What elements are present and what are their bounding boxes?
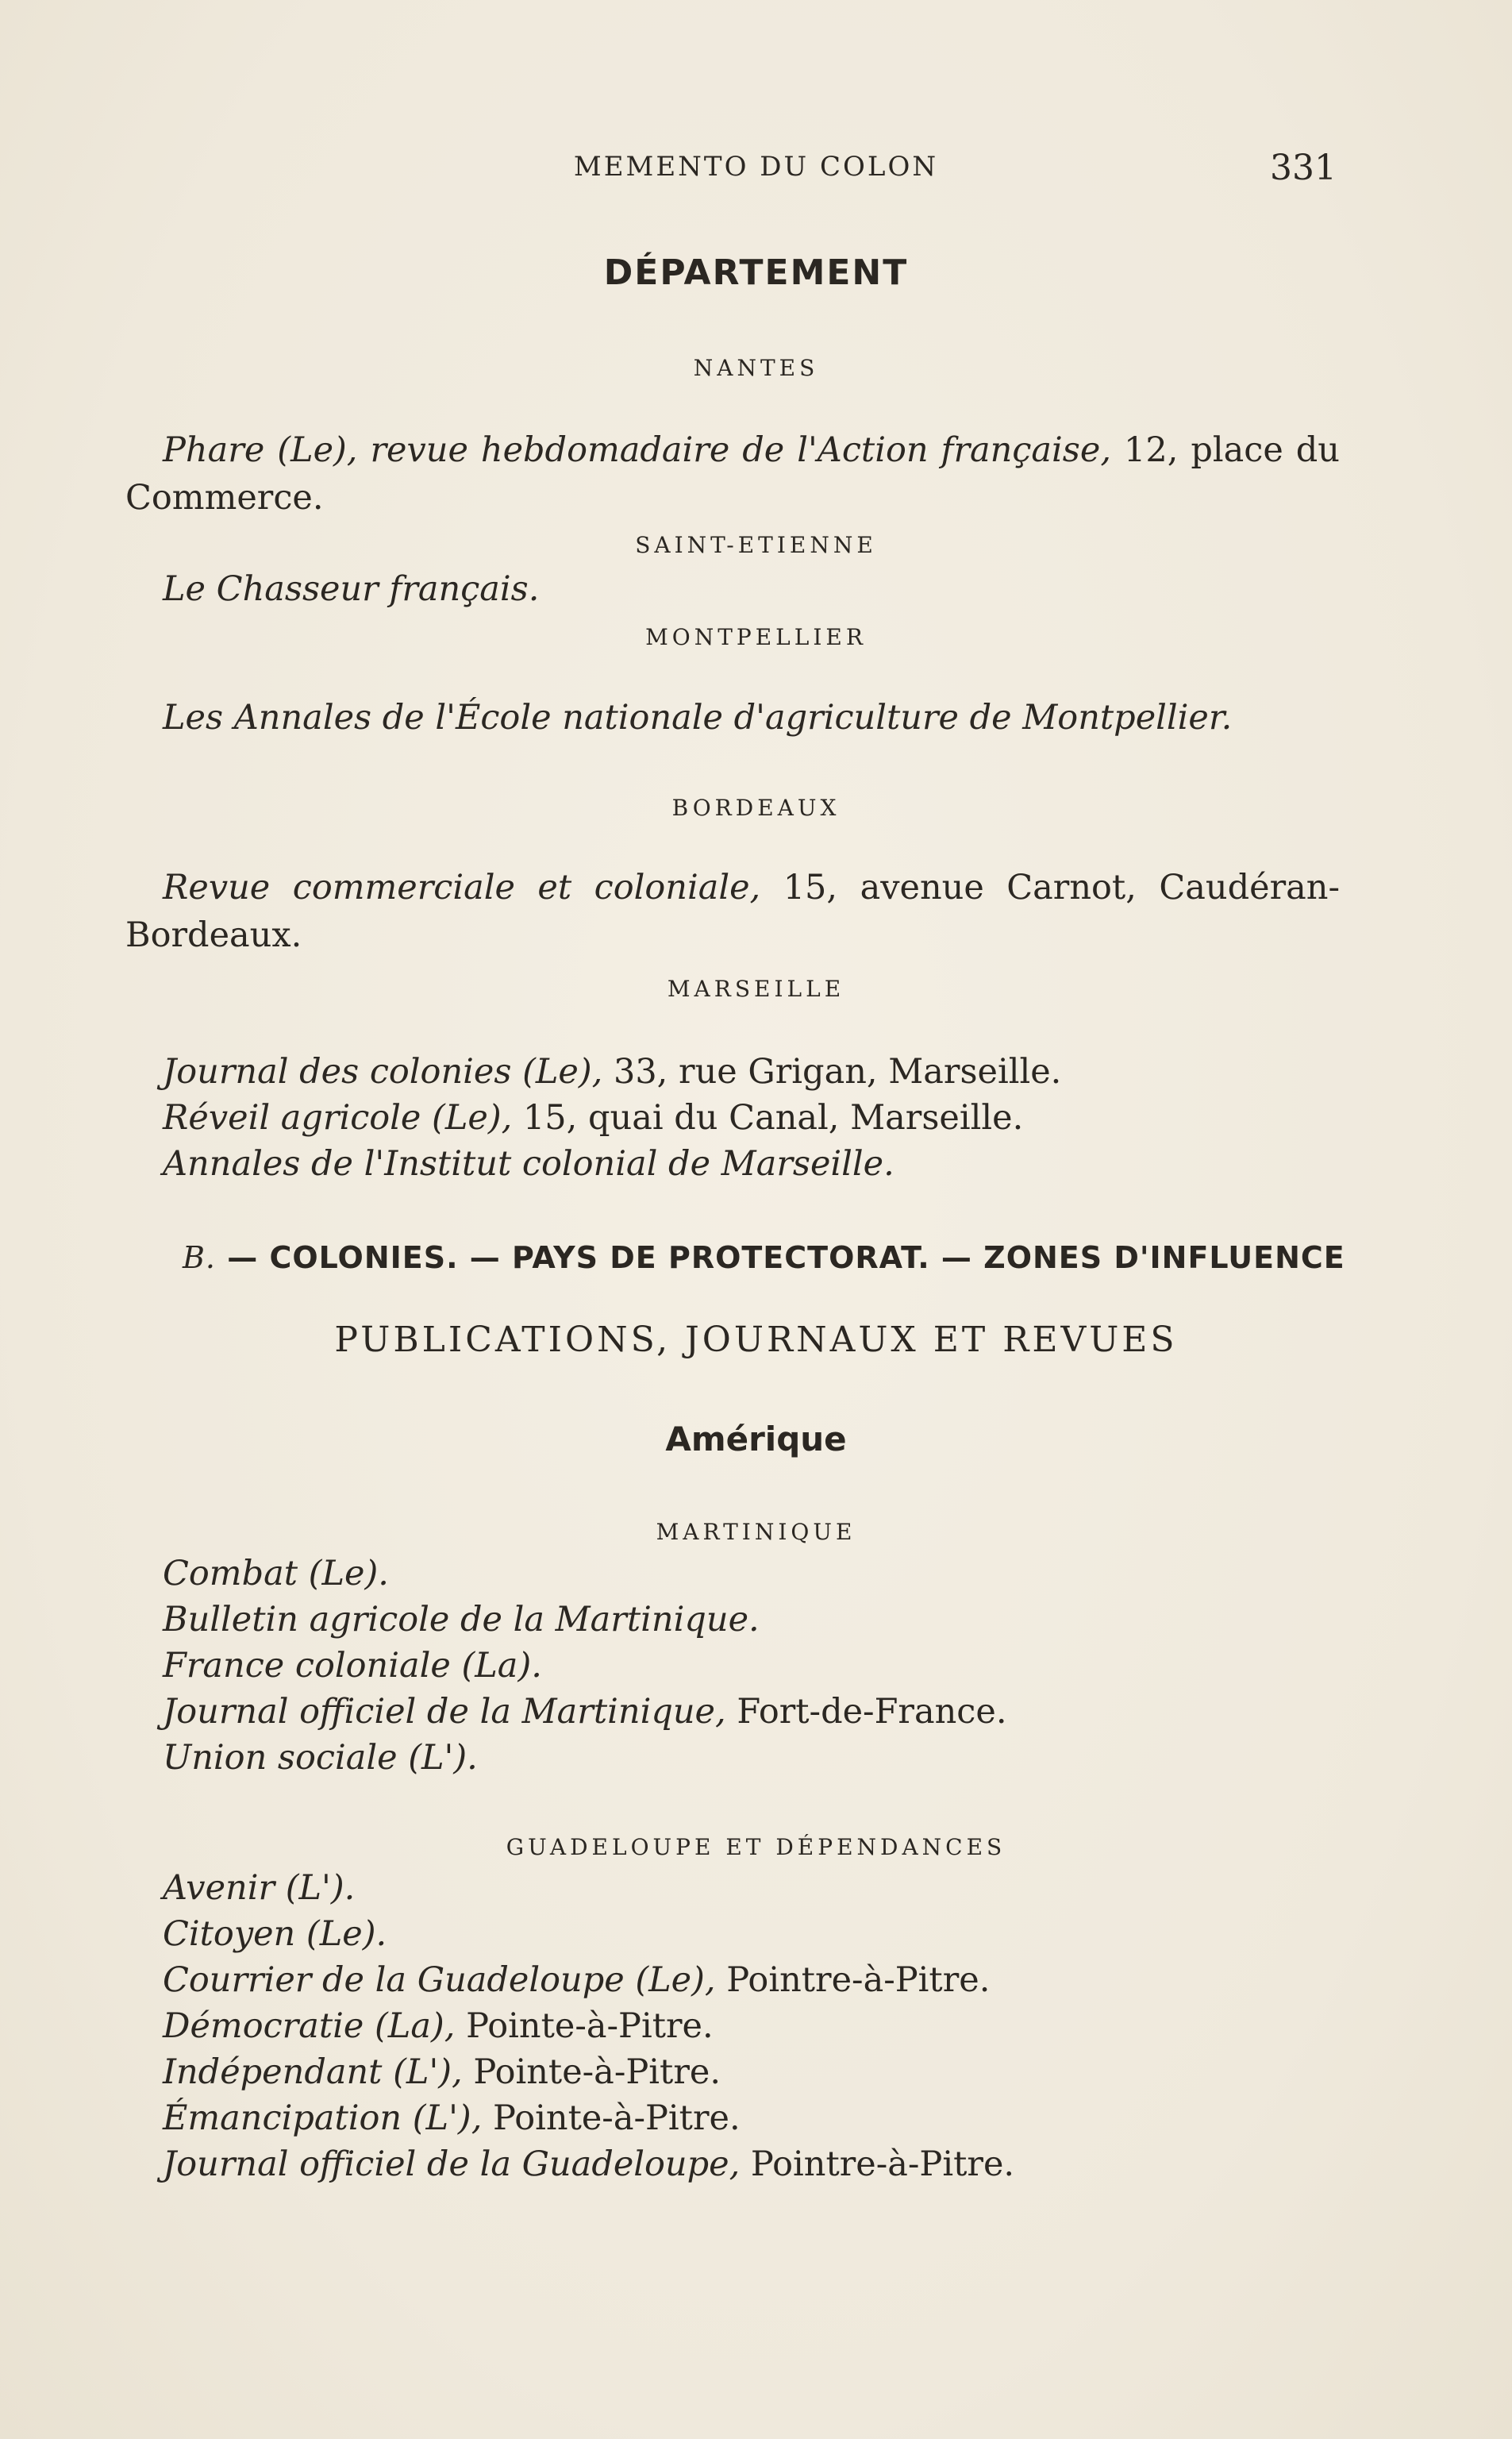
page-number: 331	[1270, 148, 1337, 188]
city-martinique: MARTINIQUE	[656, 1519, 856, 1545]
list-item	[163, 1596, 760, 1643]
list-item	[163, 1140, 895, 1188]
list-item	[163, 2094, 741, 2142]
entry-title: Union sociale (L').	[163, 1738, 478, 1778]
list-item	[163, 1734, 478, 1782]
list-item	[163, 1864, 355, 1912]
city-marseille: MARSEILLE	[667, 976, 845, 1002]
entry-title: Bulletin agricole de la Martinique.	[163, 1600, 760, 1639]
list-item	[163, 1642, 542, 1690]
region-heading: Amérique	[665, 1420, 847, 1458]
entry-address: 12, place du Commerce.	[125, 430, 1341, 518]
section-b-heading	[183, 1240, 1345, 1275]
entry-title: Réveil agricole (Le),	[163, 1098, 513, 1138]
city-bordeaux: BORDEAUX	[671, 795, 841, 821]
entry-address: Pointre-à-Pitre.	[715, 1960, 991, 2000]
entry-address: Pointre-à-Pitre.	[740, 2144, 1015, 2184]
entry-title: Démocratie (La),	[163, 2006, 456, 2046]
section-title: — COLONIES. — PAYS DE PROTECTORAT. — ZONES D'INFLUENCE	[216, 1240, 1345, 1275]
entry-title: Citoyen (Le).	[163, 1914, 387, 1954]
entry-address: 15, quai du Canal, Marseille.	[512, 1098, 1024, 1138]
entry-title: Journal officiel de la Martinique,	[163, 1692, 726, 1732]
list-item	[163, 1048, 1061, 1096]
entry-title: Courrier de la Guadeloupe (Le),	[163, 1960, 716, 2000]
entry-title: Journal des colonies (Le),	[163, 1052, 603, 1092]
entry-phare	[125, 426, 1340, 522]
entry-address: Pointe-à-Pitre.	[455, 2006, 714, 2046]
entry-chasseur	[163, 565, 539, 613]
list-item	[163, 1550, 389, 1597]
entry-title: France coloniale (La).	[163, 1646, 542, 1686]
entry-title: Annales de l'Institut colonial de Marseille.	[163, 1144, 895, 1184]
entry-title: Avenir (L').	[163, 1868, 356, 1908]
entry-annales-montpellier	[163, 694, 1232, 742]
entry-address: 33, rue Grigan, Marseille.	[602, 1052, 1062, 1092]
list-item	[163, 2002, 714, 2050]
publications-heading: PUBLICATIONS, JOURNAUX ET REVUES	[334, 1320, 1178, 1360]
entry-title: Revue commerciale et coloniale,	[163, 868, 761, 907]
city-guadeloupe: GUADELOUPE ET DÉPENDANCES	[506, 1834, 1006, 1860]
entry-address: 15, avenue Carnot, Caudéran-Bordeaux.	[125, 868, 1340, 955]
entry-title: Phare (Le), revue hebdomadaire de l'Action française,	[163, 430, 1111, 470]
list-item	[163, 2048, 721, 2096]
list-item	[163, 1094, 1023, 1142]
entry-address: Pointe-à-Pitre.	[482, 2098, 741, 2138]
entry-title: Les Annales de l'École nationale d'agriculture de Montpellier.	[163, 698, 1233, 738]
entry-title: Le Chasseur français.	[163, 569, 540, 609]
list-item	[163, 1688, 1007, 1736]
section-letter: B.	[183, 1240, 217, 1275]
entry-title: Journal officiel de la Guadeloupe,	[163, 2144, 741, 2184]
entry-title: Émancipation (L'),	[163, 2098, 483, 2138]
list-item	[163, 1956, 990, 2004]
entry-address: Fort-de-France.	[725, 1692, 1007, 1732]
city-nantes: NANTES	[693, 355, 819, 381]
running-title: MEMENTO DU COLON	[573, 151, 939, 183]
entry-revue-commerciale	[125, 864, 1340, 959]
entry-address: Pointe-à-Pitre.	[462, 2052, 721, 2092]
entry-title: Combat (Le).	[163, 1554, 389, 1593]
list-item	[163, 2140, 1014, 2188]
city-saint-etienne: SAINT-ETIENNE	[635, 532, 877, 558]
departement-heading: DÉPARTEMENT	[603, 252, 909, 293]
list-item	[163, 1910, 387, 1958]
entry-title: Indépendant (L'),	[163, 2052, 463, 2092]
city-montpellier: MONTPELLIER	[645, 624, 867, 650]
